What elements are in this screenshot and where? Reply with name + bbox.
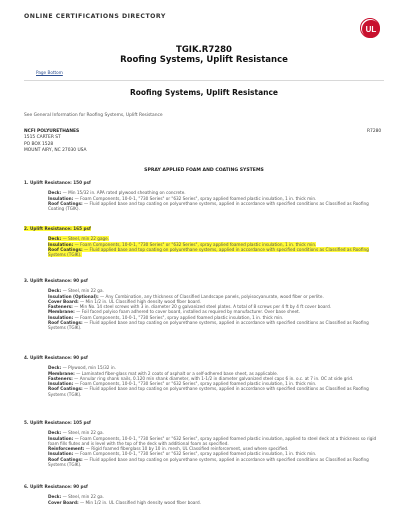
section-line: Insulation (Optional): — Any Combination, any thickness of Classified Landscape panels, polyisocyanurate, wood fiber or perlite. xyxy=(48,293,324,299)
general-info-line: See General Information for Roofing Systems, Uplift Resistance xyxy=(24,113,163,118)
system-section-1 xyxy=(24,180,386,211)
section-line: Deck: — Steel, min 22 gage. xyxy=(48,236,110,242)
section-line: Insulation: — Foam Components, 10-0-1, "730 Series" or "632 Series", spray applied foamed plastic insulation, applied to steel deck at a thickness so rigid foam fills flutes and is level with the top of the deck with additional foam as specified. xyxy=(48,435,377,446)
section-line: Reinforcement: — Rigid foamed fiberglass 10 by 10 in. mesh, UL Classified reinforcement, used where specified. xyxy=(48,446,289,452)
section-heading: 5. Uplift Resistance: 105 psf xyxy=(24,420,91,425)
ul-logo-icon: UL xyxy=(362,20,380,38)
section-line: Fasteners: — Min No. 14 steel screws with 3 in. diameter 20 g galvanized steel plates. A total of 8 screws per 4 ft by 4 ft cover board. xyxy=(48,304,332,310)
section-line: Fasteners: — Annular ring shank nails, 0.120 min shank diameter, with 1-1/2 in diameter galvanized steel caps 6 in. o.c. at 7 in. OC at side grid. xyxy=(48,375,354,381)
section-line: Roof Coatings: — Fluid applied base and top coating on polyurethane systems, applied in accordance with specified conditions as Classified as Roofing Systems (TGIK). xyxy=(48,246,369,258)
section-line: Deck: — Steel, min 22 ga. xyxy=(48,288,104,294)
system-section-3 xyxy=(24,278,386,331)
company-street: 1515 CARTER ST xyxy=(24,135,61,141)
section-line: Roof Coatings: — Fluid applied base and top coating on polyurethane systems, applied in accordance with specified conditions as Classified as Roofing Coating (TGIK). xyxy=(48,200,369,212)
section-line: Cover Board: — Min 1/2 in. UL Classified high density wood fiber board. xyxy=(48,298,201,304)
section-heading: 6. Uplift Resistance: 90 psf xyxy=(24,484,88,489)
company-city: MOUNT AIRY, NC 27030 USA xyxy=(24,148,87,154)
divider xyxy=(24,80,384,81)
section-line: Membrane: — Laminated fiber-glass mat with 2 coats of asphalt or a self-adhered base sheet, as applicable. xyxy=(48,370,278,376)
company-block xyxy=(24,129,87,155)
section-heading: 2. Uplift Resistance: 165 psf xyxy=(24,226,91,231)
section-line: Roof Coatings: — Fluid applied base and top coating on polyurethane systems, applied in accordance with specified conditions as Classified as Roofing Systems (TGIK). xyxy=(48,320,369,331)
section-line: Roof Coatings: — Fluid applied base and top coating on polyurethane systems, applied in accordance with specified conditions as Classified as Roofing Systems (TGIK). xyxy=(48,386,369,397)
section-line: Insulation: — Foam Components, 10-0-1, "730 Series" or "632 Series", spray applied foamed plastic insulation, 1 in. thick min. xyxy=(48,381,317,387)
section-line: Deck: — Min 15/32 in. APA rated plywood sheathing on concrete. xyxy=(48,190,186,196)
system-section-6 xyxy=(24,484,386,505)
system-section-5 xyxy=(24,420,386,467)
section-line: Insulation: — Foam Components, 10-0-1, "730 Series", spray applied foamed plastic insulation, 1 in. thick min. xyxy=(48,314,284,320)
section-line: Deck: — Steel, min 22 ga. xyxy=(48,494,104,500)
section-line: Cover Board: — Min 1/2 in. UL Classified high density wood fiber board. xyxy=(48,499,201,505)
section-line: Deck: — Plywood, min 15/32 in. xyxy=(48,365,116,371)
system-section-4 xyxy=(24,355,386,397)
section-line: Insulation: — Foam Components, 10-0-1, "730 Series" or "632 Series", spray applied foamed plastic insulation, 1 in. thick min. xyxy=(48,195,317,201)
page-bottom-link[interactable]: Page Bottom xyxy=(36,70,63,75)
directory-header xyxy=(0,0,408,40)
section-line: Insulation: — Foam Components, 10-0-1, "730 Series" or "632 Series", spray applied foamed plastic insulation, 1 in. thick min. xyxy=(48,241,317,247)
company-name: NCFI POLYURETHANES xyxy=(24,129,80,134)
page-title: Roofing Systems, Uplift Resistance xyxy=(120,55,288,65)
section-title: Roofing Systems, Uplift Resistance xyxy=(129,88,279,97)
section-line: Roof Coatings: — Fluid applied base and top coating on polyurethane systems, applied in accordance with specified conditions as Classified as Roofing Systems (TGIK). xyxy=(48,456,369,468)
section-line: Membrane: — Foil faced polyiso foam adhered to cover board, installed as required by manufacturer. Over base sheet. xyxy=(48,309,301,315)
directory-title: ONLINE CERTIFICATIONS DIRECTORY xyxy=(24,13,166,20)
section-heading: 3. Uplift Resistance: 90 psf xyxy=(24,278,88,283)
section-heading: 4. Uplift Resistance: 90 psf xyxy=(24,355,88,360)
company-pobox: PO BOX 1528 xyxy=(24,141,54,147)
file-code: R7280 xyxy=(367,129,382,134)
category-code: TGIK.R7280 xyxy=(176,45,232,55)
systems-heading: SPRAY APPLIED FOAM AND COATING SYSTEMS xyxy=(144,168,264,173)
system-section-2 xyxy=(24,226,386,257)
section-line: Insulation: — Foam Components, 10-0-1, "730 Series" or "632 Series", spray applied foamed plastic insulation, 1 in. thick min. xyxy=(48,451,317,457)
section-line: Deck: — Steel, min 22 ga. xyxy=(48,430,104,436)
section-heading: 1. Uplift Resistance: 150 psf xyxy=(24,180,91,185)
